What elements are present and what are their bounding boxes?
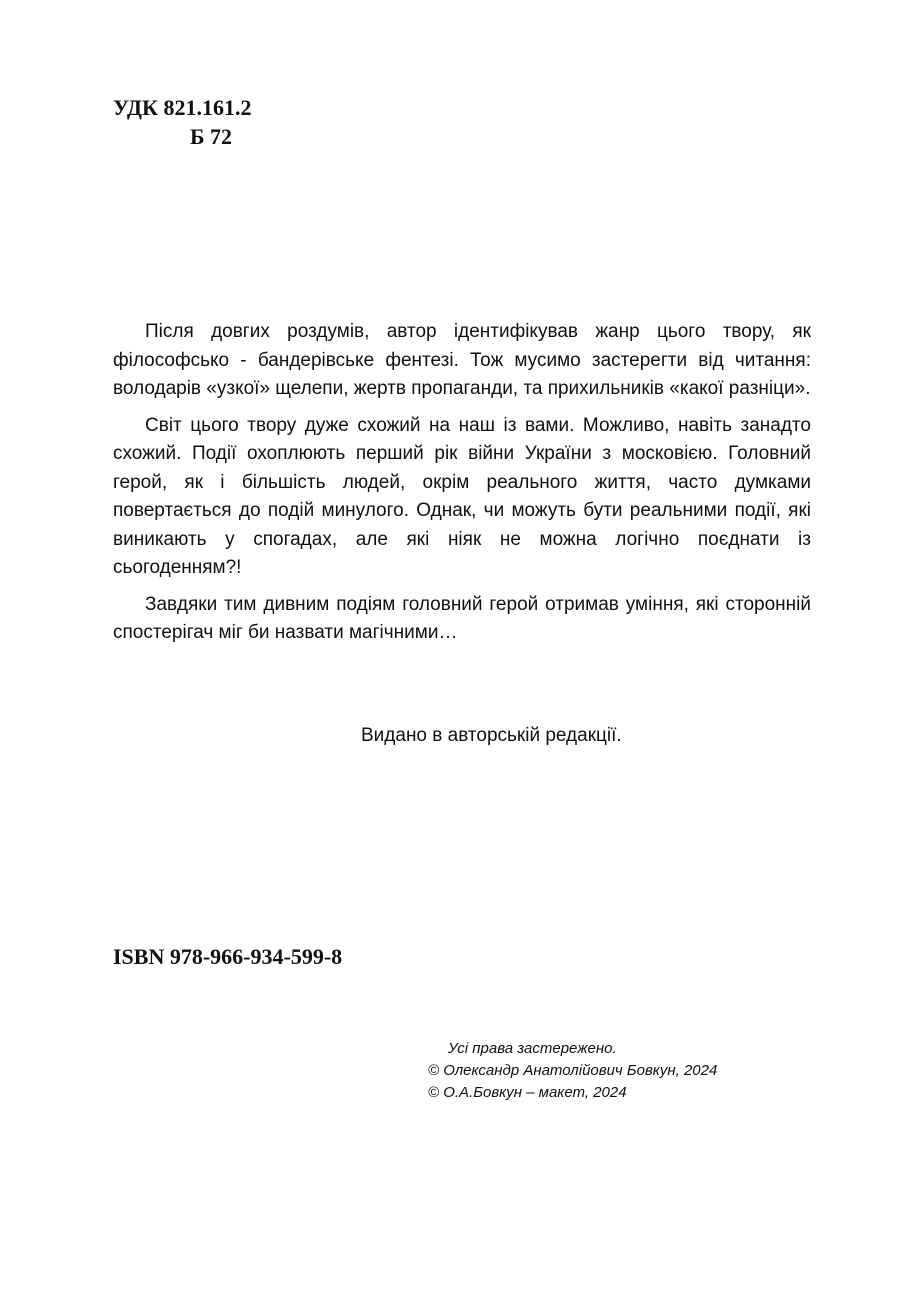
- classification-block: [113, 93, 252, 151]
- layout-copyright: © О.А.Бовкун – макет, 2024: [428, 1084, 627, 1101]
- isbn: ISBN 978-966-934-599-8: [113, 944, 343, 969]
- udk-code: УДК 821.161.2: [113, 95, 252, 120]
- book-abstract: [113, 318, 811, 656]
- abstract-paragraph: Світ цього твору дуже схожий на наш із вами. Можливо, навіть занадто схожий. Події охоплюють перший рік війни України з московією. Головний герой, як і більшість людей, окрім реального життя, часто думками повертається до подій минулого. Однак, чи можуть бути реальними події, які виникають у спогадах, але які ніяк не можна логічно поєднати із сьогоденням?!: [113, 414, 811, 578]
- rights-reserved: Усі права застережено.: [448, 1040, 617, 1057]
- abstract-paragraph: Після довгих роздумів, автор ідентифікував жанр цього твору, як філософсько - бандерівське фентезі. Тож мусимо застерегти від читання: володарів «узкої» щелепи, жертв пропаганди, та прихильників «какої разніци».: [113, 321, 811, 399]
- abstract-paragraph: Завдяки тим дивним подіям головний герой отримав уміння, які сторонній спостерігач міг би назвати магічними…: [113, 593, 811, 643]
- author-mark: Б 72: [190, 124, 233, 149]
- copyright-block: [428, 1038, 717, 1104]
- edition-note: Видано в авторській редакції.: [361, 725, 622, 746]
- author-copyright: © Олександр Анатолійович Бовкун, 2024: [428, 1062, 718, 1079]
